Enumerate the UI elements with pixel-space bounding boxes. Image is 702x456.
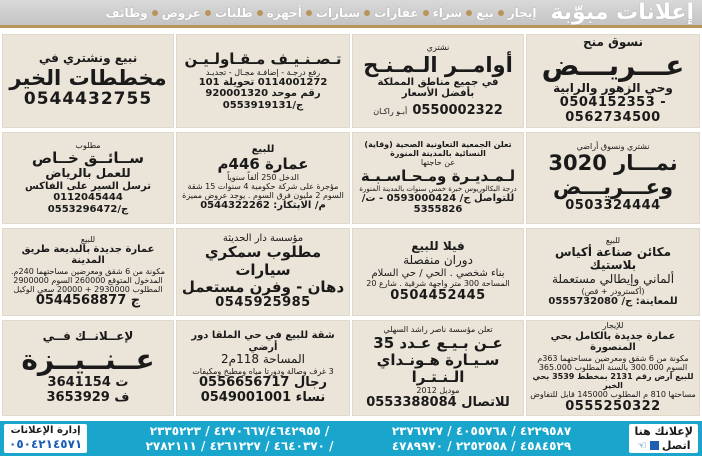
phone-numbers-right [392,424,571,454]
ad-phone: 0544432755 [23,89,153,110]
phone-numbers-line: ٤٥٨٤٥٢٩ / ٢٢٥٢٥٥٨ / ٤٧٨٩٩٧٠ [391,438,572,453]
bullet-icon [306,10,312,16]
ad-line: تعلن الجمعية التعاونية الصحية (وقاية) [364,140,512,150]
ad-headline: عــنــيــزة [21,342,155,376]
footer-contact-bar [0,421,702,456]
ad-phone: 0504452445 [390,287,486,303]
ad-phone: 0503324444 [565,198,661,214]
category-purchase[interactable]: شراء [432,5,463,20]
ad-badia-building[interactable] [2,228,174,316]
pointing-hand-icon: ☜ [637,438,647,452]
phone-numbers-line: ٤٦٤٠٣٧٠ / ٤٢٦١٢٢٧ / ٢٧٨٢١١١ / [145,438,334,453]
ad-top-line: للبيع [251,144,275,156]
ad-line: مكونة من 6 شقق ومعرضين مساحتهما 240م. [11,266,165,276]
ad-headline: شقة للبيع في حي الملقا دور أرضي [191,330,335,353]
ad-top-line: نشتري [426,43,450,53]
ad-top-line: نسوق منح [582,35,644,50]
ad-headline: عمارة جديدة بالبديعة طريق المدينة [21,243,155,267]
advertise-here-label: لإعلانك هنا [634,424,693,438]
ad-headline: عـــريـــض [541,48,685,82]
ad-line: بناء شخصي . الحي / حي السلام [371,267,505,279]
category-devices[interactable]: أجهزة [266,5,302,20]
bullet-icon [466,10,472,16]
ad-phone: ترسل السير على الفاكس 0112045444 [25,180,151,204]
bullet-icon [152,10,158,16]
call-label: اتصل [661,438,691,452]
category-sale[interactable]: بيع [476,5,494,20]
ad-mansoura-building[interactable] [526,320,700,416]
ad-line: 3 غرف وصالة ودورتا مياه ومطبخ ومكيفات [192,366,334,376]
ad-line: للعمل بالرياض [45,166,131,181]
ad-contractor-classification[interactable] [176,34,350,128]
square-icon [650,441,659,450]
category-rent[interactable]: إيجار [507,5,537,20]
ad-phone: 0545925985 [215,295,311,311]
ad-headline: مطلوب سمكري سيارات [204,243,322,279]
ad-headline: عمارة جديدة بالكامل بحي المنصورة [550,330,676,354]
ad-top-line: نبيع ونشتري في [38,51,138,66]
ad-phone: 0114001272 تحويلة 101 [198,76,328,88]
phone-numbers-left [146,424,334,454]
section-title: إعلانات مبوّبة [550,0,694,25]
ad-phone: ج/0553296472 [47,203,129,215]
ad-line: درجة البكالوريوس خبرة خمس سنوات بالمدينة المنورة [359,184,517,193]
ad-contact-name: أبـو راكـان [373,106,408,116]
ad-hyundai-elantra-sale[interactable] [352,320,524,416]
ad-line: السوم 300.000 بالسنة المطلوب 365.000 [538,362,688,372]
ad-oraid-grants[interactable] [526,34,700,128]
bullet-icon [423,10,429,16]
ad-line: في جميع مناطق المملكة [377,76,499,88]
ad-headline: مكائن صناعة أكياس بلاستيك [554,244,672,273]
ads-grid [2,34,700,416]
ad-headline: عـن بـيـع عـدد 35 [373,333,503,352]
bullet-icon [257,10,263,16]
ad-top-line: للبيع [605,236,621,246]
ad-phone: 0504152353 - 0562734500 [559,94,667,125]
ad-line: ألماني وإيطالي مستعملة [551,272,675,287]
ad-malqa-apartment[interactable] [176,320,350,416]
category-cars[interactable]: سيارات [315,5,361,20]
ad-top-line: نشتري ونسوق أراضي [576,141,650,151]
phone-numbers-line: ٤٢٧٠٦٦٧/٤٦٤٢٩٥٥ / ٢٣٣٥٢٢٣ / [149,423,330,438]
ad-headline: فيلا للبيع [411,239,465,254]
ad-phone: رقم موحد 920001320 [205,88,321,100]
ad-phone: 0555250322 [565,398,661,414]
ad-headline: أوامــر الـمـنـح [363,52,513,77]
ad-headline: مخططات الخير [9,66,167,91]
section-header [0,0,702,28]
ad-headline: وعـــريـــض [552,175,674,200]
ad-line: المساحة 118م2 [221,352,305,367]
phone-numbers-line: ٤٢٢٩٥٨٧ / ٤٠٥٥٧٦٨ / ٢٣٧٦٧٢٧ [391,423,572,438]
ad-line: رفع درجـة - إضافـة مجـال - تجديـد [205,67,321,77]
ad-phone: للمعاينة: ج/ 0555732080 [548,296,678,308]
ad-grant-orders[interactable] [352,34,524,128]
ad-phone: ج 0544568877 [35,293,141,309]
ad-top-line: مؤسسة دار الحديثة [222,232,304,244]
bullet-icon [498,10,504,16]
ad-line: دوران منفصلة [403,253,473,268]
ad-phone: 0549001001 نساء [200,389,326,405]
ad-headline: سـيـارة هـونـداي الـنـتـرا [376,350,500,387]
ad-phone: 0550002322 [412,102,503,118]
ad-line: المطلوب 2930000 + 20000 سعي الوكيل [13,285,163,295]
ad-phone: للاتصال 0553388084 [366,394,510,410]
ad-nimar-land[interactable] [526,132,700,224]
ad-building-446[interactable] [176,132,350,224]
ad-line: المدخول المتوقع 260000 السوم 2900000 [13,276,163,286]
ad-plastic-bag-machines[interactable] [526,228,700,316]
ad-phone: 0556656717 رجال [199,375,327,391]
ad-line: الدخل 250 ألفاً سنوياً [227,172,299,182]
ads-management-number: ٠٥٠٤٢١٤٥٧١ [9,437,83,452]
ad-headline: نمـــار 3020 [548,150,678,175]
ad-line: عن حاجتها [420,158,456,168]
category-list [106,6,537,20]
category-jobs[interactable]: وظائف [105,5,148,20]
ad-line: مساحتها 810 م المطلوب 145000 قابل للتفاوض [530,390,696,400]
category-real-estate[interactable]: عقارات [374,5,419,20]
category-requests[interactable]: طلبات [215,5,253,20]
ad-top-line: مطلوب [75,140,101,150]
ad-private-driver[interactable] [2,132,174,224]
ad-phone: ت 3641154 [47,375,129,391]
ad-top-line: تعلن مؤسسة ناصر راشد السهلي [383,325,493,335]
ad-line: بأفضل الأسعار [401,88,475,100]
bullet-icon [205,10,211,16]
ad-top-line: للإيجار [602,321,624,331]
ads-management-box[interactable] [4,424,87,454]
ad-unaizah-advertising[interactable] [2,320,174,416]
ad-headline: تـصـنـيـف مـقـاولـيـن [184,49,342,68]
ad-top-line: لإعــلانــك فــي [42,329,134,344]
ad-phone: ف 3653929 [46,389,130,405]
ad-line: (أكسترودر + قص) [581,286,645,296]
ad-phone: م/ الابتكار: 0544322262 [200,200,326,212]
category-offers[interactable]: عروض [161,5,201,20]
ads-management-label: إدارة الإعلانات [10,424,81,436]
ad-phone: للتواصل ج/ 0593000424 - ت/ 5355826 [361,192,515,216]
ad-line: وحي الزهور والرابية [553,81,673,96]
ad-phone: ج/0553919131 [222,99,304,111]
ad-headline: عمارة 446م [217,154,309,173]
ad-headline: للبيع أرض رقم 2131 بمخطط 3539 بحي الخير [532,372,694,391]
ad-headline: ســائــق خــاص [31,148,145,167]
ad-top-line: للبيع [80,234,96,244]
advertise-here-box[interactable] [629,424,698,454]
ad-car-body-worker[interactable] [176,228,350,316]
ad-villa-for-sale[interactable] [352,228,524,316]
ad-headline: لـمـديـرة ومـحـاسـبـة [360,166,516,185]
ad-line: موديل 2012 [416,386,460,396]
ad-line: السوم 2 مليون فرق السوم . يوجد عروض مميزة [182,191,344,201]
ad-wiqaya-job[interactable] [352,132,524,224]
ad-line: مؤجرة على شركة حكومية 4 سنوات 15 شقة [187,182,339,192]
ad-line: مكونة من 6 شقق ومعرضين مساحتهما 363م [537,353,689,363]
ad-headline: دهان - وفرن مستعمل [181,277,345,296]
bullet-icon [364,10,370,16]
ad-line: النسائية بالمدينة المنورة [390,149,486,159]
ad-line: المساحة 300 متر واجهة شرقية . شارع 20 [366,279,510,289]
ad-alkhair-plans[interactable] [2,34,174,128]
